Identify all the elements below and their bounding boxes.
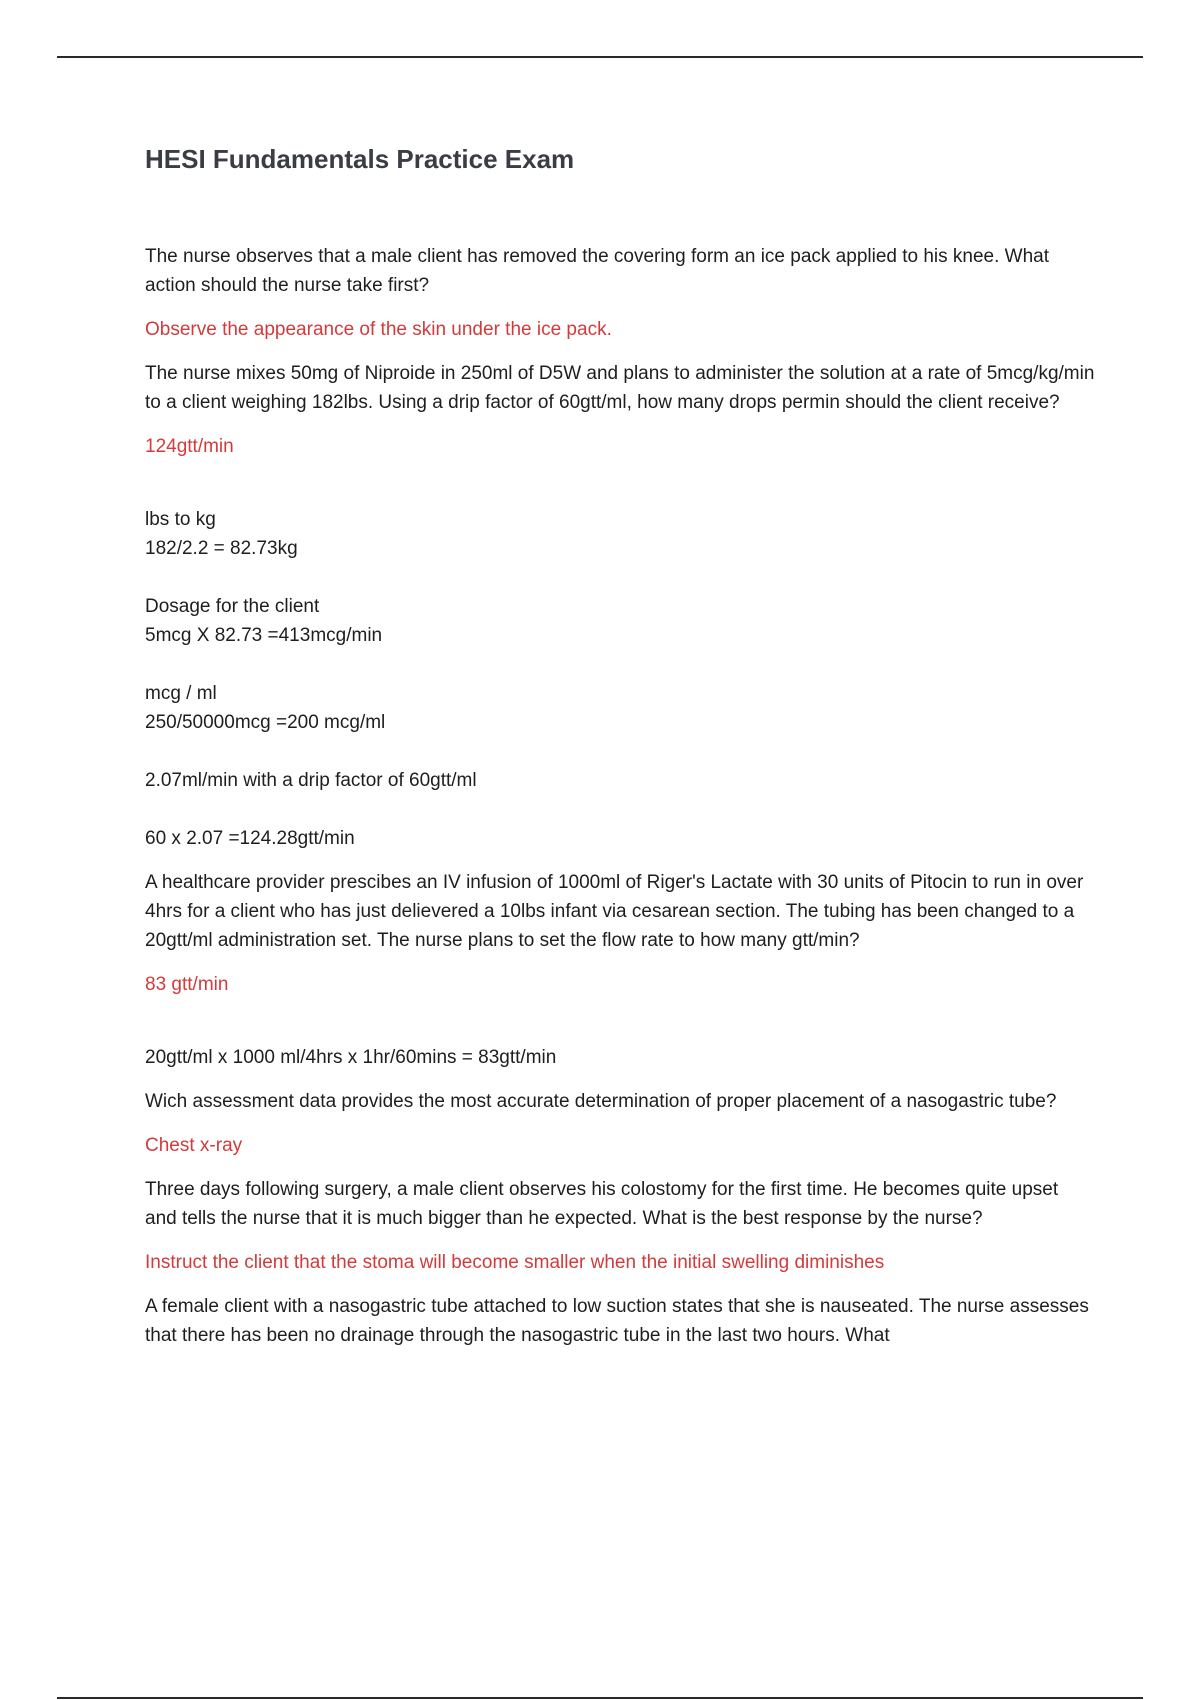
calculation-step xyxy=(145,824,1095,853)
question-text: Three days following surgery, a male client observes his colostomy for the first time. He becomes quite upset and tells the nurse that it is much bigger than he expected. What is the best response by the nurse? xyxy=(145,1179,1059,1229)
calculation-step xyxy=(145,505,1095,563)
spacer xyxy=(145,650,1095,679)
calculation-step xyxy=(145,766,1095,795)
spacer xyxy=(145,476,1095,505)
document-content xyxy=(145,242,1095,1350)
calculation-line: 182/2.2 = 82.73kg xyxy=(145,538,298,559)
calculation-line: 2.07ml/min with a drip factor of 60gtt/ml xyxy=(145,770,477,791)
calculation-line: lbs to kg xyxy=(145,509,216,530)
calculation-line: Dosage for the client xyxy=(145,596,320,617)
answer-text: Observe the appearance of the skin under the ice pack. xyxy=(145,319,612,340)
answer-text: 124gtt/min xyxy=(145,436,234,457)
top-rule xyxy=(57,56,1143,58)
bottom-rule xyxy=(57,1697,1143,1699)
spacer xyxy=(145,563,1095,592)
calculation-line: 20gtt/ml x 1000 ml/4hrs x 1hr/60mins = 83gtt/min xyxy=(145,1047,557,1068)
calculation-step xyxy=(145,1043,1095,1072)
calculation-line: 250/50000mcg =200 mcg/ml xyxy=(145,712,386,733)
question-text: Wich assessment data provides the most accurate determination of proper placement of a nasogastric tube? xyxy=(145,1091,1057,1112)
question-text: The nurse mixes 50mg of Niproide in 250ml of D5W and plans to administer the solution at a rate of 5mcg/kg/min to a client weighing 182lbs. Using a drip factor of 60gtt/ml, how many drops permin should the client receive? xyxy=(145,363,1095,413)
calculation-step xyxy=(145,592,1095,650)
calculation-step xyxy=(145,679,1095,737)
calculation-line: 5mcg X 82.73 =413mcg/min xyxy=(145,625,383,646)
question-text: A healthcare provider prescibes an IV infusion of 1000ml of Riger's Lactate with 30 units of Pitocin to run in over 4hrs for a client who has just delievered a 10lbs infant via cesarean section. The tubing has been changed to a 20gtt/ml administration set. The nurse plans to set the flow rate to how many gtt/min? xyxy=(145,872,1084,951)
spacer xyxy=(145,737,1095,766)
answer-text: 83 gtt/min xyxy=(145,974,229,995)
document-title: HESI Fundamentals Practice Exam xyxy=(145,144,575,174)
document-page xyxy=(145,142,1095,1365)
calculation-line: 60 x 2.07 =124.28gtt/min xyxy=(145,828,355,849)
answer-text: Instruct the client that the stoma will become smaller when the initial swelling diminishes xyxy=(145,1252,885,1273)
spacer xyxy=(145,795,1095,824)
question-text: A female client with a nasogastric tube attached to low suction states that she is nauseated. The nurse assesses that there has been no drainage through the nasogastric tube in the last two hours. What xyxy=(145,1296,1089,1346)
answer-text: Chest x-ray xyxy=(145,1135,243,1156)
calculation-line: mcg / ml xyxy=(145,683,217,704)
question-text: The nurse observes that a male client has removed the covering form an ice pack applied to his knee. What action should the nurse take first? xyxy=(145,246,1050,296)
spacer xyxy=(145,1014,1095,1043)
